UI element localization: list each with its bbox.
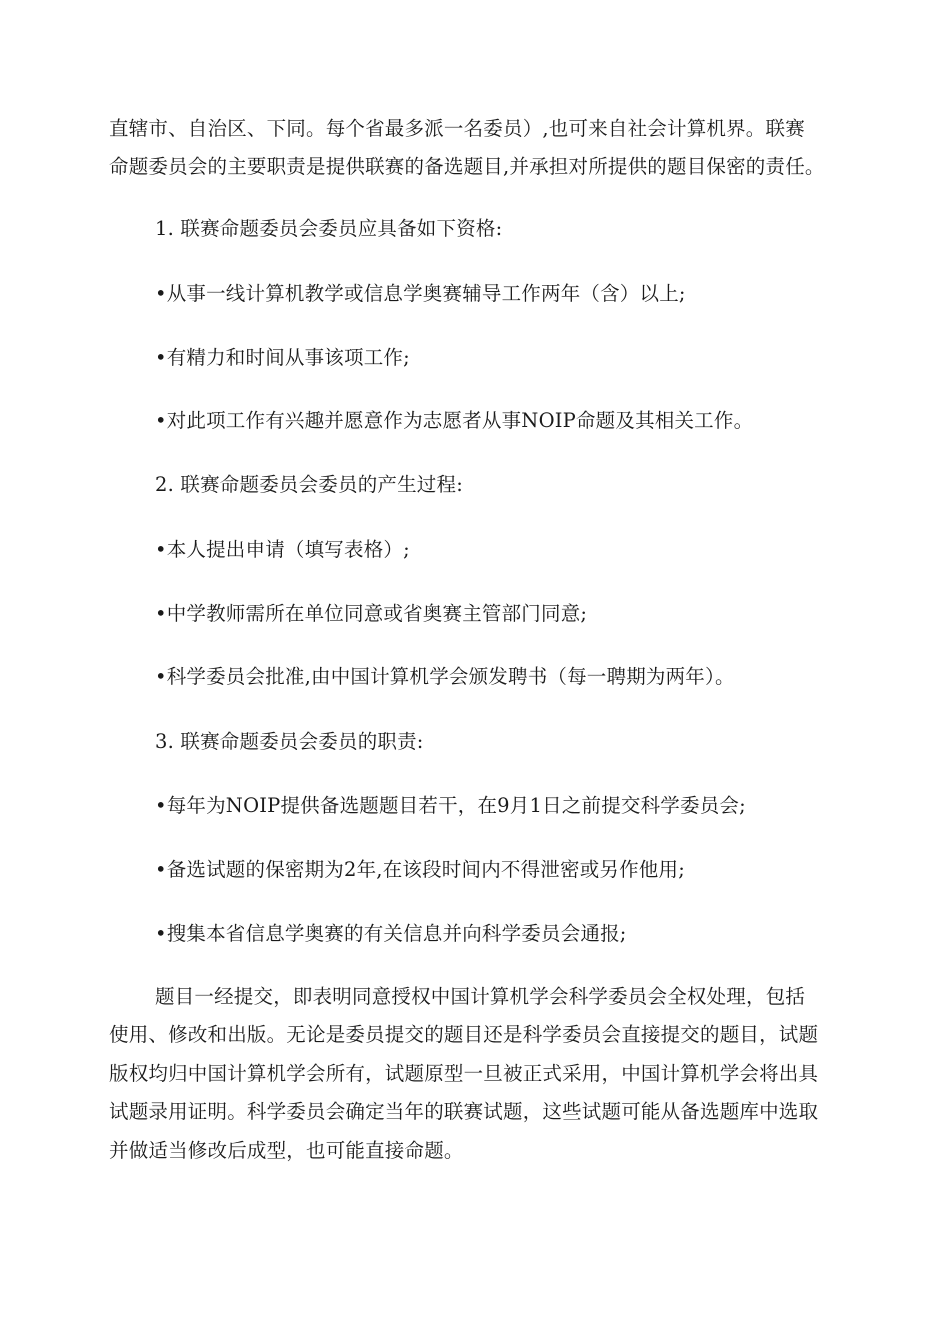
closing-line-3: 版权均归中国计算机学会所有，试题原型一旦被正式采用，中国计算机学会将出具 [109,1062,819,1085]
section3-item-2: •备选试题的保密期为2年,在该段时间内不得泄密或另作他用; [155,858,685,881]
closing-line-4: 试题录用证明。科学委员会确定当年的联赛试题，这些试题可能从备选题库中选取 [109,1100,819,1123]
closing-line-5: 并做适当修改后成型，也可能直接命题。 [109,1139,464,1162]
intro-line-2: 命题委员会的主要职责是提供联赛的备选题目,并承担对所提供的题目保密的责任。 [109,155,825,178]
section3-item-1: •每年为NOIP提供备选题题目若干，在9月1日之前提交科学委员会; [155,794,746,817]
closing-line-2: 使用、修改和出版。无论是委员提交的题目还是科学委员会直接提交的题目，试题 [109,1023,819,1046]
closing-line-1: 题目一经提交，即表明同意授权中国计算机学会科学委员会全权处理，包括 [155,985,806,1008]
section1-item-3: •对此项工作有兴趣并愿意作为志愿者从事NOIP命题及其相关工作。 [155,409,754,432]
intro-line-1: 直辖市、自治区、下同。每个省最多派一名委员）,也可来自社会计算机界。联赛 [109,117,805,140]
section1-item-1: •从事一线计算机教学或信息学奥赛辅导工作两年（含）以上; [155,282,686,305]
section2-item-2: •中学教师需所在单位同意或省奥赛主管部门同意; [155,602,588,625]
section3-heading: 3. 联赛命题委员会委员的职责: [155,730,424,753]
section2-item-3: •科学委员会批准,由中国计算机学会颁发聘书（每一聘期为两年）。 [155,665,735,688]
section2-item-1: •本人提出申请（填写表格）; [155,538,410,561]
section3-item-3: •搜集本省信息学奥赛的有关信息并向科学委员会通报; [155,922,627,945]
section2-heading: 2. 联赛命题委员会委员的产生过程: [155,473,463,496]
section1-heading: 1. 联赛命题委员会委员应具备如下资格: [155,217,503,240]
section1-item-2: •有精力和时间从事该项工作; [155,346,410,369]
